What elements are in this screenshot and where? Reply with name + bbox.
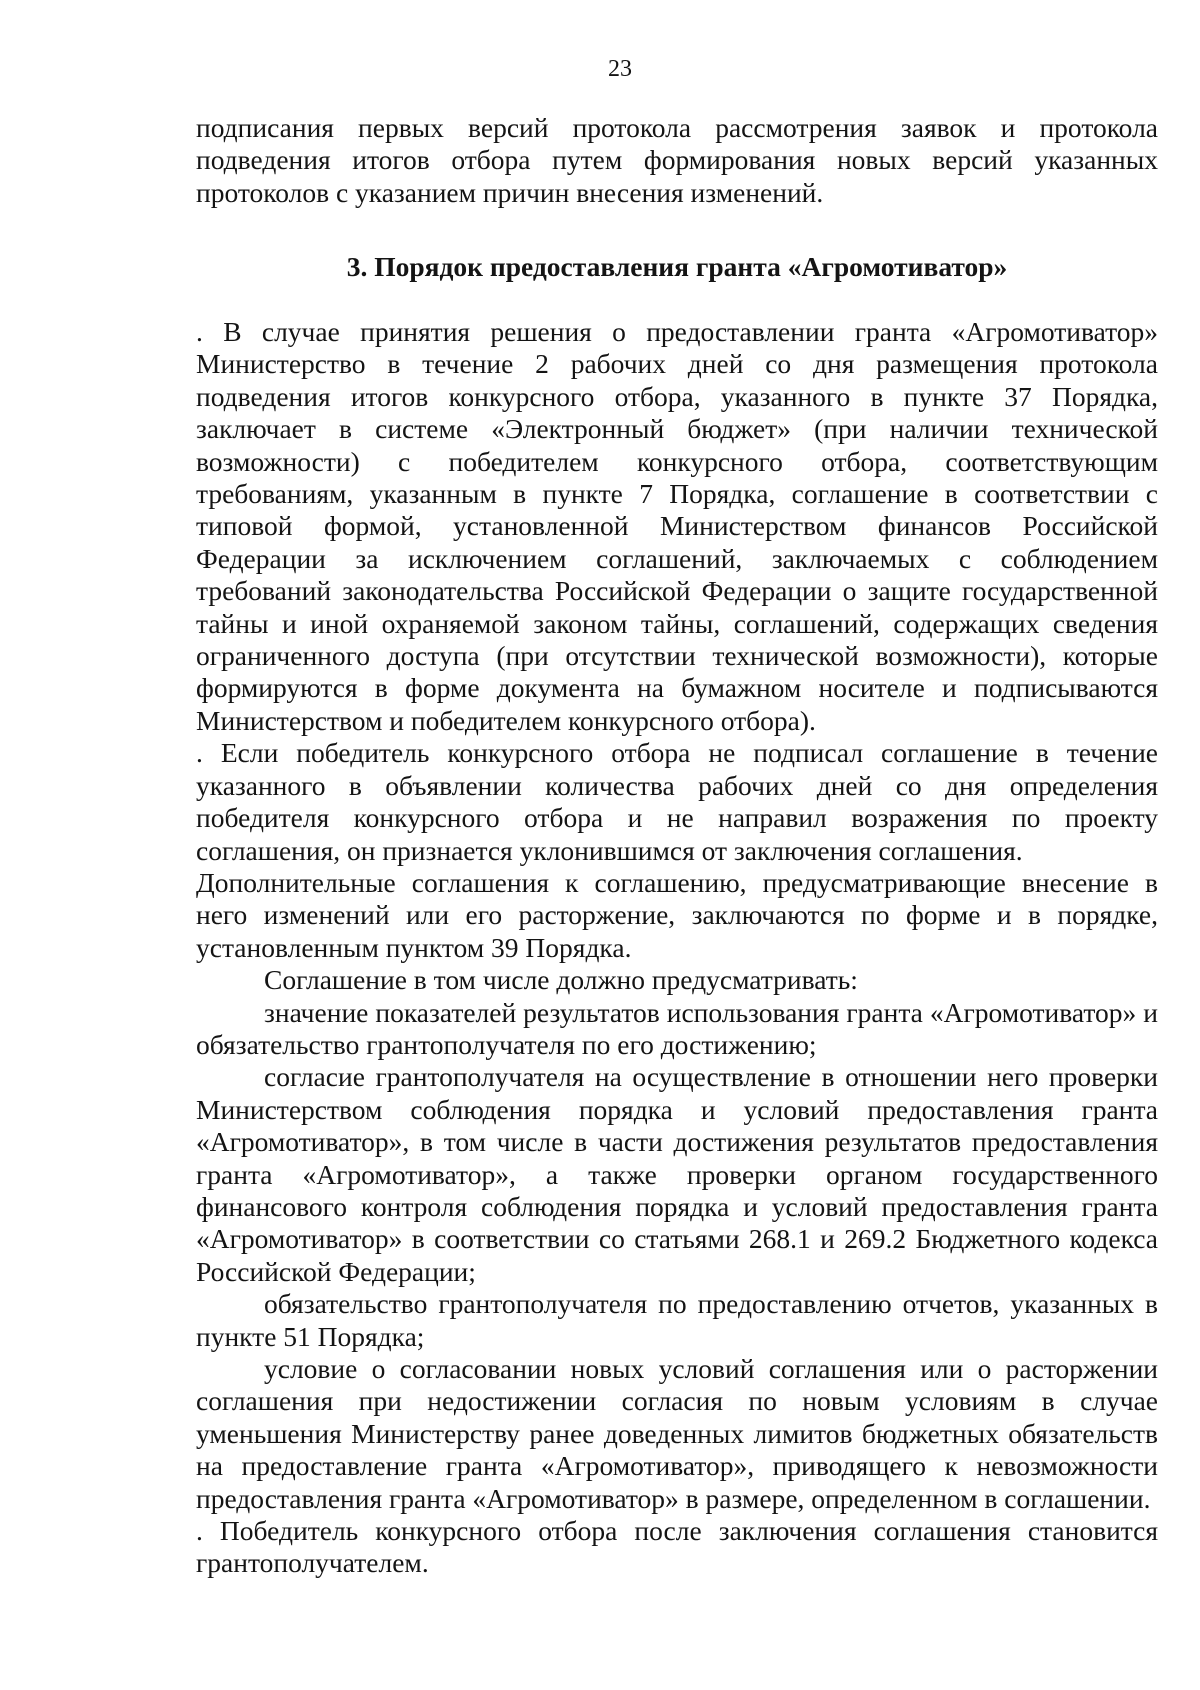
paragraph-provision-limits: условие о согласовании новых условий соглашения или о расторжении соглашения при недостижении согласия по новым условиям в случае уменьшения Министерству ранее доведенных лимитов бюджетных обязательств на предоставление гранта «Агромотиватор», приводящего к невозможности предоставления гранта «Агромотиватор» в размере, определенном в соглашении. (196, 1353, 1158, 1514)
paragraph-agreement-provisions-intro: Соглашение в том числе должно предусматривать: (264, 964, 858, 996)
paragraph-evasion: . Если победитель конкурсного отбора не подписал соглашение в течение указанного в объявлении количества рабочих дней со дня определения победителя конкурсного отбора и не направил возражения по проекту соглашения, он признается уклонившимся от заключения соглашения. (196, 737, 1158, 866)
paragraph-provision-indicators: значение показателей результатов использования гранта «Агромотиватор» и обязательство грантополучателя по его достижению; (196, 996, 1158, 1060)
paragraph-grant-recipient: . Победитель конкурсного отбора после заключения соглашения становится грантополучателем. (196, 1515, 1158, 1579)
paragraph-agreement-conclusion: . В случае принятия решения о предоставлении гранта «Агромотиватор» Министерство в течение 2 рабочих дней со дня размещения протокола подведения итогов конкурсного отбора, указанного в пункте 37 Порядка, заключает в системе «Электронный бюджет» (при наличии технической возможности) с победителем конкурсного отбора, соответствующим требованиям, указанным в пункте 7 Порядка, соглашение в соответствии с типовой формой, установленной Министерством финансов Российской Федерации за исключением соглашений, заключаемых с соблюдением требований законодательства Российской Федерации о защите государственной тайны и иной охраняемой законом тайны, соглашений, содержащих сведения ограниченного доступа (при отсутствии технической возможности), которые формируются в форме документа на бумажном носителе и подписываются Министерством и победителем конкурсного отбора). (196, 316, 1158, 736)
section-heading: 3. Порядок предоставления гранта «Агромотиватор» (346, 251, 1008, 282)
paragraph-provision-consent: согласие грантополучателя на осуществление в отношении него проверки Министерством соблюдения порядка и условий предоставления гранта «Агромотиватор», в том числе в части достижения результатов предоставления гранта «Агромотиватор», а также проверки органом государственного финансового контроля соблюдения порядка и условий предоставления гранта «Агромотиватор» в соответствии со статьями 268.1 и 269.2 Бюджетного кодекса Российской Федерации; (196, 1061, 1158, 1287)
page-number: 23 (608, 56, 632, 82)
paragraph-provision-reports: обязательство грантополучателя по предоставлению отчетов, указанных в пункте 51 Порядка; (196, 1288, 1158, 1352)
intro-paragraph: подписания первых версий протокола рассмотрения заявок и протокола подведения итогов отбора путем формирования новых версий указанных протоколов с указанием причин внесения изменений. (196, 112, 1158, 208)
section-body (196, 316, 1158, 1580)
paragraph-supplementary-agreements: Дополнительные соглашения к соглашению, предусматривающие внесение в него изменений или его расторжение, заключаются по форме и в порядке, установленным пунктом 39 Порядка. (196, 866, 1158, 963)
intro-block (196, 112, 1158, 209)
